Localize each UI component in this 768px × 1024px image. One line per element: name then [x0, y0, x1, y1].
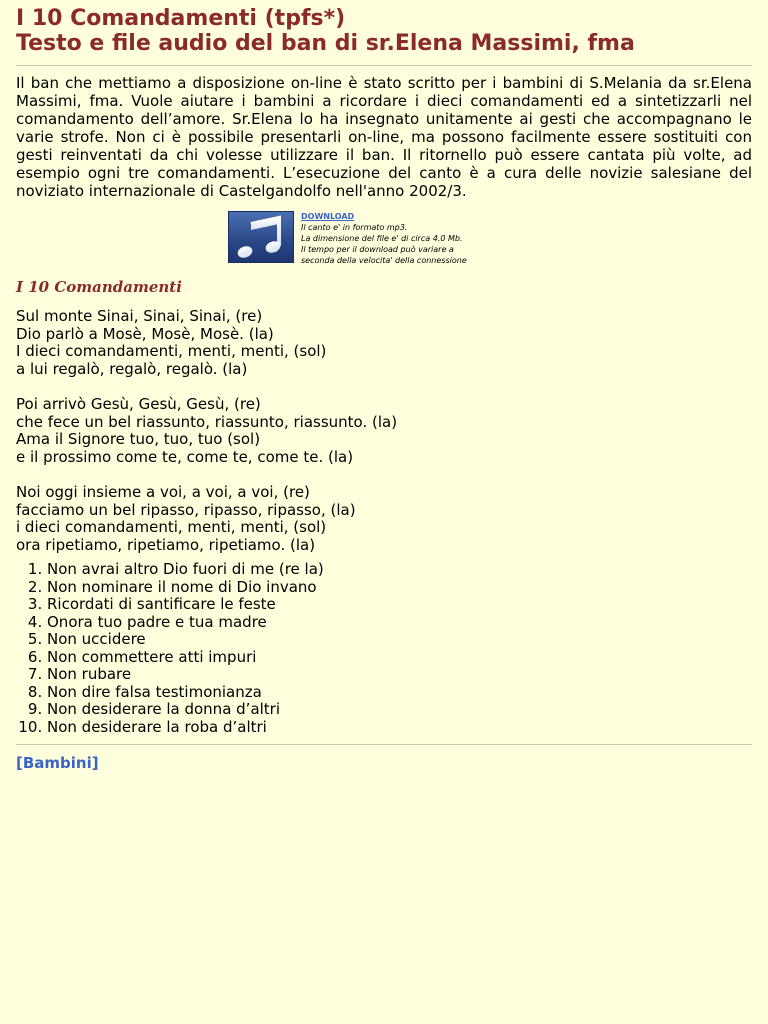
verse-line: i dieci comandamenti, menti, menti, (sol) — [16, 518, 327, 537]
verse — [16, 484, 752, 554]
verse-line: a lui regalò, regalò, regalò. (la) — [16, 359, 248, 378]
list-item: 1. Non avrai altro Dio fuori di me (re la) — [47, 561, 752, 579]
list-item: 2. Non nominare il nome di Dio invano — [47, 579, 752, 597]
commandments-list — [16, 561, 752, 736]
song-title: I 10 Comandamenti — [16, 278, 182, 296]
verse — [16, 308, 752, 378]
list-item: 8. Non dire falsa testimonianza — [47, 684, 752, 702]
music-note-icon[interactable] — [228, 211, 294, 263]
list-item: 7. Non rubare — [47, 666, 752, 684]
verse-line: che fece un bel riassunto, riassunto, riassunto. (la) — [16, 412, 398, 431]
song-verses — [16, 308, 752, 554]
bambini-link[interactable]: [Bambini] — [16, 754, 99, 773]
download-info-line: Il tempo per il download può variare a — [301, 245, 454, 254]
verse-line: Poi arrivò Gesù, Gesù, Gesù, (re) — [16, 394, 261, 413]
list-item: 10. Non desiderare la roba d’altri — [47, 719, 752, 737]
page-title — [16, 6, 752, 56]
verse-line: Sul monte Sinai, Sinai, Sinai, (re) — [16, 307, 263, 325]
verse-line: facciamo un bel ripasso, ripasso, ripasso, (la) — [16, 500, 356, 519]
title-divider — [16, 65, 752, 66]
verse-line: e il prossimo come te, come te, come te. (la) — [16, 447, 354, 466]
download-link[interactable]: DOWNLOAD — [301, 212, 355, 221]
verse-line: Dio parlò a Mosè, Mosè, Mosè. (la) — [16, 324, 274, 343]
music-note-icon-graphic — [229, 212, 293, 262]
page-title-line2: Testo e file audio del ban di sr.Elena Massimi, fma — [16, 31, 635, 56]
download-info — [301, 211, 467, 266]
download-box — [228, 211, 752, 263]
list-item: 3. Ricordati di santificare le feste — [47, 596, 752, 614]
verse — [16, 396, 752, 466]
download-info-line: seconda della velocita' della connessione — [301, 256, 467, 265]
intro-paragraph: Il ban che mettiamo a disposizione on-line è stato scritto per i bambini di S.Melania da sr.Elena Massimi, fma. Vuole aiutare i bambini a ricordare i dieci comandamenti ed a sintetizzarli nel comandamento dell’amore. Sr.Elena lo ha insegnato unitamente ai gesti che accompagnano le varie strofe. Non ci è possibile presentarli on-line, ma possono facilmente essere sostituiti con gesti reinventati da chi volesse utilizzare il ban. Il ritornello può essere cantata più volte, ad esempio ogni tre comandamenti. L’esecuzione del canto è a cura delle novizie salesiane del noviziato internazionale di Castelgandolfo nell'anno 2002/3. — [16, 74, 752, 200]
download-info-line: La dimensione del file e' di circa 4.0 Mb. — [301, 234, 463, 243]
verse-line: I dieci comandamenti, menti, menti, (sol) — [16, 342, 327, 361]
list-item: 9. Non desiderare la donna d’altri — [47, 701, 752, 719]
page-title-line1: I 10 Comandamenti (tpfs*) — [16, 6, 346, 31]
footer-divider — [16, 744, 752, 745]
list-item: 5. Non uccidere — [47, 631, 752, 649]
verse-line: ora ripetiamo, ripetiamo, ripetiamo. (la) — [16, 535, 316, 554]
download-info-line: Il canto e' in formato mp3. — [301, 223, 408, 232]
verse-line: Ama il Signore tuo, tuo, tuo (sol) — [16, 430, 261, 449]
list-item: 6. Non commettere atti impuri — [47, 649, 752, 667]
verse-line: Noi oggi insieme a voi, a voi, a voi, (re) — [16, 482, 310, 501]
list-item: 4. Onora tuo padre e tua madre — [47, 614, 752, 632]
